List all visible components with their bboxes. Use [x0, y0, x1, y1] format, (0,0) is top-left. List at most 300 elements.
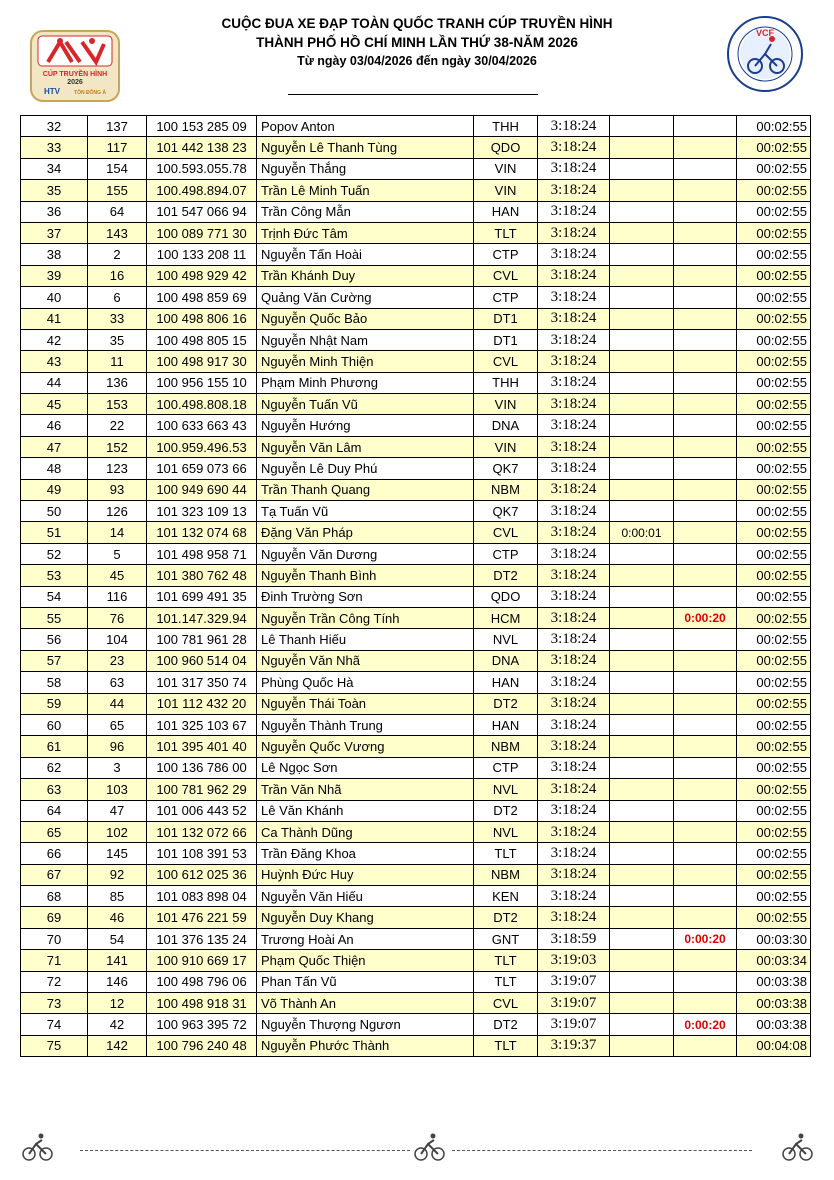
- rank-cell: 64: [21, 800, 88, 821]
- table-row: [21, 779, 811, 800]
- team-code-cell: VIN: [474, 394, 538, 415]
- penalty-cell: [674, 201, 737, 222]
- rider-name-cell: Võ Thành An: [257, 993, 474, 1014]
- gap-cell: 00:02:55: [737, 116, 811, 137]
- rank-cell: 46: [21, 415, 88, 436]
- bonus-cell: [610, 1014, 674, 1035]
- penalty-cell: [674, 180, 737, 201]
- gap-cell: 00:02:55: [737, 779, 811, 800]
- rank-cell: 73: [21, 993, 88, 1014]
- uci-id-cell: 101 317 350 74: [147, 672, 257, 693]
- rider-name-cell: Nguyễn Thượng Ngươn: [257, 1014, 474, 1035]
- gap-cell: 00:02:55: [737, 415, 811, 436]
- rank-cell: 49: [21, 479, 88, 500]
- rider-name-cell: Ca Thành Dũng: [257, 821, 474, 842]
- bib-cell: 93: [88, 479, 147, 500]
- rank-cell: 41: [21, 308, 88, 329]
- team-code-cell: CVL: [474, 522, 538, 543]
- time-cell: 3:18:24: [538, 757, 610, 778]
- time-cell: 3:19:07: [538, 993, 610, 1014]
- rider-name-cell: Trần Văn Nhã: [257, 779, 474, 800]
- time-cell: 3:18:24: [538, 158, 610, 179]
- bib-cell: 123: [88, 458, 147, 479]
- penalty-cell: [674, 907, 737, 928]
- rider-name-cell: Nguyễn Tuấn Vũ: [257, 394, 474, 415]
- time-cell: 3:18:24: [538, 458, 610, 479]
- uci-id-cell: 101 442 138 23: [147, 137, 257, 158]
- rider-name-cell: Trương Hoài An: [257, 928, 474, 949]
- rank-cell: 48: [21, 458, 88, 479]
- time-cell: 3:18:24: [538, 287, 610, 308]
- rider-name-cell: Nguyễn Duy Khang: [257, 907, 474, 928]
- penalty-cell: [674, 1035, 737, 1056]
- bib-cell: 3: [88, 757, 147, 778]
- page-footer: [0, 1118, 834, 1168]
- sponsor-logo-text: TÔN ĐÔNG Á: [74, 90, 106, 96]
- rider-name-cell: Nguyễn Quốc Bảo: [257, 308, 474, 329]
- rank-cell: 66: [21, 843, 88, 864]
- gap-cell: 00:02:55: [737, 650, 811, 671]
- gap-cell: 00:02:55: [737, 522, 811, 543]
- table-row: [21, 950, 811, 971]
- gap-cell: 00:02:55: [737, 757, 811, 778]
- penalty-cell: [674, 394, 737, 415]
- bib-cell: 45: [88, 565, 147, 586]
- team-code-cell: HCM: [474, 607, 538, 628]
- uci-id-cell: 101 699 491 35: [147, 586, 257, 607]
- table-row: [21, 287, 811, 308]
- table-row: [21, 864, 811, 885]
- rank-cell: 70: [21, 928, 88, 949]
- rank-cell: 54: [21, 586, 88, 607]
- rank-cell: 35: [21, 180, 88, 201]
- table-row: [21, 886, 811, 907]
- team-code-cell: CTP: [474, 543, 538, 564]
- results-table: [20, 115, 811, 1057]
- cyclist-icon: [20, 1130, 54, 1164]
- rider-name-cell: Nguyễn Văn Nhã: [257, 650, 474, 671]
- rank-cell: 67: [21, 864, 88, 885]
- gap-cell: 00:02:55: [737, 864, 811, 885]
- bonus-cell: [610, 394, 674, 415]
- team-code-cell: QK7: [474, 501, 538, 522]
- uci-id-cell: 101 659 073 66: [147, 458, 257, 479]
- gap-cell: 00:02:55: [737, 158, 811, 179]
- time-cell: 3:18:24: [538, 137, 610, 158]
- team-code-cell: HAN: [474, 672, 538, 693]
- bonus-cell: [610, 458, 674, 479]
- rider-name-cell: Trần Đăng Khoa: [257, 843, 474, 864]
- gap-cell: 00:02:55: [737, 308, 811, 329]
- footer-rule-left: [80, 1150, 410, 1151]
- team-code-cell: THH: [474, 372, 538, 393]
- bonus-cell: [610, 907, 674, 928]
- rider-name-cell: Trần Khánh Duy: [257, 265, 474, 286]
- time-cell: 3:18:24: [538, 116, 610, 137]
- bib-cell: 64: [88, 201, 147, 222]
- rank-cell: 60: [21, 714, 88, 735]
- gap-cell: 00:04:08: [737, 1035, 811, 1056]
- rank-cell: 52: [21, 543, 88, 564]
- bonus-cell: [610, 971, 674, 992]
- gap-cell: 00:02:55: [737, 329, 811, 350]
- bib-cell: 96: [88, 736, 147, 757]
- table-row: [21, 222, 811, 243]
- time-cell: 3:18:24: [538, 522, 610, 543]
- time-cell: 3:18:24: [538, 607, 610, 628]
- penalty-cell: [674, 308, 737, 329]
- time-cell: 3:18:24: [538, 201, 610, 222]
- rider-name-cell: Trần Lê Minh Tuấn: [257, 180, 474, 201]
- time-cell: 3:18:24: [538, 244, 610, 265]
- bonus-cell: [610, 287, 674, 308]
- team-code-cell: DT1: [474, 308, 538, 329]
- rank-cell: 69: [21, 907, 88, 928]
- penalty-cell: [674, 629, 737, 650]
- cyclist-icon: [780, 1130, 814, 1164]
- table-row: [21, 757, 811, 778]
- rider-name-cell: Lê Văn Khánh: [257, 800, 474, 821]
- gap-cell: 00:02:55: [737, 436, 811, 457]
- rider-name-cell: Quảng Văn Cường: [257, 287, 474, 308]
- bib-cell: 11: [88, 351, 147, 372]
- bonus-cell: [610, 736, 674, 757]
- team-code-cell: TLT: [474, 1035, 538, 1056]
- rank-cell: 74: [21, 1014, 88, 1035]
- penalty-cell: [674, 351, 737, 372]
- rider-name-cell: Lê Ngọc Sơn: [257, 757, 474, 778]
- penalty-cell: [674, 736, 737, 757]
- rider-name-cell: Nguyễn Văn Lâm: [257, 436, 474, 457]
- rank-cell: 43: [21, 351, 88, 372]
- rider-name-cell: Trần Thanh Quang: [257, 479, 474, 500]
- rank-cell: 63: [21, 779, 88, 800]
- rider-name-cell: Nguyễn Thanh Bình: [257, 565, 474, 586]
- gap-cell: 00:02:55: [737, 800, 811, 821]
- table-row: [21, 116, 811, 137]
- penalty-cell: [674, 886, 737, 907]
- rank-cell: 32: [21, 116, 88, 137]
- uci-id-cell: 100 910 669 17: [147, 950, 257, 971]
- rider-name-cell: Nguyễn Nhật Nam: [257, 329, 474, 350]
- rank-cell: 44: [21, 372, 88, 393]
- rider-name-cell: Đặng Văn Pháp: [257, 522, 474, 543]
- uci-id-cell: 100 963 395 72: [147, 1014, 257, 1035]
- gap-cell: 00:02:55: [737, 821, 811, 842]
- team-code-cell: GNT: [474, 928, 538, 949]
- penalty-cell: [674, 116, 737, 137]
- rider-name-cell: Nguyễn Thái Toàn: [257, 693, 474, 714]
- time-cell: 3:18:24: [538, 501, 610, 522]
- rank-cell: 59: [21, 693, 88, 714]
- rank-cell: 65: [21, 821, 88, 842]
- penalty-cell: [674, 501, 737, 522]
- time-cell: 3:18:24: [538, 907, 610, 928]
- bib-cell: 142: [88, 1035, 147, 1056]
- bonus-cell: [610, 244, 674, 265]
- team-code-cell: NVL: [474, 779, 538, 800]
- uci-id-cell: 100 498 796 06: [147, 971, 257, 992]
- team-code-cell: HAN: [474, 201, 538, 222]
- rider-name-cell: Lê Thanh Hiếu: [257, 629, 474, 650]
- rider-name-cell: Đinh Trường Sơn: [257, 586, 474, 607]
- penalty-cell: [674, 779, 737, 800]
- table-row: [21, 586, 811, 607]
- time-cell: 3:18:24: [538, 394, 610, 415]
- rank-cell: 58: [21, 672, 88, 693]
- rank-cell: 45: [21, 394, 88, 415]
- table-row: [21, 993, 811, 1014]
- uci-id-cell: 101 083 898 04: [147, 886, 257, 907]
- penalty-cell: [674, 800, 737, 821]
- time-cell: 3:18:24: [538, 415, 610, 436]
- uci-id-cell: 100 633 663 43: [147, 415, 257, 436]
- table-row: [21, 1035, 811, 1056]
- team-code-cell: DT2: [474, 565, 538, 586]
- bib-cell: 126: [88, 501, 147, 522]
- penalty-cell: [674, 222, 737, 243]
- table-row: [21, 907, 811, 928]
- table-row: [21, 180, 811, 201]
- bonus-cell: [610, 800, 674, 821]
- penalty-cell: [674, 158, 737, 179]
- bib-cell: 136: [88, 372, 147, 393]
- time-cell: 3:18:24: [538, 843, 610, 864]
- rank-cell: 51: [21, 522, 88, 543]
- rank-cell: 68: [21, 886, 88, 907]
- table-row: [21, 672, 811, 693]
- bonus-cell: [610, 501, 674, 522]
- bonus-cell: [610, 436, 674, 457]
- bonus-cell: [610, 843, 674, 864]
- uci-id-cell: 101 380 762 48: [147, 565, 257, 586]
- bonus-cell: [610, 650, 674, 671]
- table-row: [21, 394, 811, 415]
- penalty-cell: [674, 244, 737, 265]
- table-row: [21, 415, 811, 436]
- bonus-cell: [610, 950, 674, 971]
- gap-cell: 00:02:55: [737, 201, 811, 222]
- team-code-cell: DT1: [474, 329, 538, 350]
- team-code-cell: CTP: [474, 287, 538, 308]
- rider-name-cell: Phạm Quốc Thiện: [257, 950, 474, 971]
- penalty-cell: [674, 864, 737, 885]
- time-cell: 3:18:24: [538, 650, 610, 671]
- rank-cell: 36: [21, 201, 88, 222]
- uci-id-cell: 101 395 401 40: [147, 736, 257, 757]
- gap-cell: 00:02:55: [737, 265, 811, 286]
- table-row: [21, 693, 811, 714]
- table-row: [21, 458, 811, 479]
- gap-cell: 00:03:38: [737, 971, 811, 992]
- time-cell: 3:19:03: [538, 950, 610, 971]
- bonus-cell: [610, 586, 674, 607]
- rider-name-cell: Nguyễn Minh Thiện: [257, 351, 474, 372]
- bonus-cell: [610, 222, 674, 243]
- federation-logo-text: VCF: [756, 28, 774, 38]
- rank-cell: 33: [21, 137, 88, 158]
- rider-name-cell: Nguyễn Văn Hiếu: [257, 886, 474, 907]
- gap-cell: 00:02:55: [737, 543, 811, 564]
- uci-id-cell: 100 498 859 69: [147, 287, 257, 308]
- team-code-cell: QDO: [474, 586, 538, 607]
- team-code-cell: HAN: [474, 714, 538, 735]
- team-code-cell: TLT: [474, 222, 538, 243]
- team-code-cell: CVL: [474, 351, 538, 372]
- penalty-cell: 0:00:20: [674, 1014, 737, 1035]
- uci-id-cell: 100 612 025 36: [147, 864, 257, 885]
- gap-cell: 00:02:55: [737, 714, 811, 735]
- team-code-cell: VIN: [474, 436, 538, 457]
- rank-cell: 42: [21, 329, 88, 350]
- gap-cell: 00:02:55: [737, 222, 811, 243]
- rider-name-cell: Nguyễn Hướng: [257, 415, 474, 436]
- time-cell: 3:18:24: [538, 329, 610, 350]
- time-cell: 3:18:24: [538, 800, 610, 821]
- rank-cell: 71: [21, 950, 88, 971]
- rank-cell: 57: [21, 650, 88, 671]
- uci-id-cell: 100 089 771 30: [147, 222, 257, 243]
- bonus-cell: [610, 993, 674, 1014]
- bib-cell: 44: [88, 693, 147, 714]
- rank-cell: 56: [21, 629, 88, 650]
- uci-id-cell: 100 956 155 10: [147, 372, 257, 393]
- bib-cell: 117: [88, 137, 147, 158]
- time-cell: 3:18:24: [538, 736, 610, 757]
- rank-cell: 61: [21, 736, 88, 757]
- bib-cell: 104: [88, 629, 147, 650]
- team-code-cell: DT2: [474, 907, 538, 928]
- bib-cell: 63: [88, 672, 147, 693]
- time-cell: 3:18:24: [538, 479, 610, 500]
- bonus-cell: 0:00:01: [610, 522, 674, 543]
- footer-rule-right: [452, 1150, 752, 1151]
- uci-id-cell: 100 781 962 29: [147, 779, 257, 800]
- table-row: [21, 629, 811, 650]
- table-row: [21, 522, 811, 543]
- uci-id-cell: 100 498 806 16: [147, 308, 257, 329]
- team-code-cell: DT2: [474, 800, 538, 821]
- uci-id-cell: 100 960 514 04: [147, 650, 257, 671]
- bonus-cell: [610, 693, 674, 714]
- time-cell: 3:18:24: [538, 372, 610, 393]
- bib-cell: 141: [88, 950, 147, 971]
- uci-id-cell: 100 498 918 31: [147, 993, 257, 1014]
- bonus-cell: [610, 265, 674, 286]
- time-cell: 3:19:07: [538, 971, 610, 992]
- bib-cell: 33: [88, 308, 147, 329]
- bonus-cell: [610, 928, 674, 949]
- bib-cell: 54: [88, 928, 147, 949]
- bonus-cell: [610, 158, 674, 179]
- bib-cell: 102: [88, 821, 147, 842]
- team-code-cell: VIN: [474, 158, 538, 179]
- bib-cell: 6: [88, 287, 147, 308]
- penalty-cell: [674, 522, 737, 543]
- bonus-cell: [610, 351, 674, 372]
- table-row: [21, 201, 811, 222]
- team-code-cell: NBM: [474, 479, 538, 500]
- team-code-cell: NBM: [474, 864, 538, 885]
- gap-cell: 00:02:55: [737, 137, 811, 158]
- cyclist-icon: [412, 1130, 446, 1164]
- penalty-cell: [674, 843, 737, 864]
- penalty-cell: [674, 458, 737, 479]
- team-code-cell: DNA: [474, 415, 538, 436]
- gap-cell: 00:02:55: [737, 607, 811, 628]
- bib-cell: 2: [88, 244, 147, 265]
- uci-id-cell: 101 132 072 66: [147, 821, 257, 842]
- table-row: [21, 543, 811, 564]
- penalty-cell: [674, 329, 737, 350]
- team-code-cell: VIN: [474, 180, 538, 201]
- rank-cell: 53: [21, 565, 88, 586]
- bib-cell: 103: [88, 779, 147, 800]
- penalty-cell: [674, 543, 737, 564]
- rider-name-cell: Phan Tấn Vũ: [257, 971, 474, 992]
- rank-cell: 40: [21, 287, 88, 308]
- gap-cell: 00:02:55: [737, 458, 811, 479]
- team-code-cell: NVL: [474, 629, 538, 650]
- rider-name-cell: Popov Anton: [257, 116, 474, 137]
- bib-cell: 12: [88, 993, 147, 1014]
- bonus-cell: [610, 779, 674, 800]
- time-cell: 3:18:24: [538, 629, 610, 650]
- rider-name-cell: Nguyễn Lê Thanh Tùng: [257, 137, 474, 158]
- bonus-cell: [610, 672, 674, 693]
- uci-id-cell: 101.147.329.94: [147, 607, 257, 628]
- rider-name-cell: Nguyễn Thắng: [257, 158, 474, 179]
- rider-name-cell: Huỳnh Đức Huy: [257, 864, 474, 885]
- bonus-cell: [610, 629, 674, 650]
- uci-id-cell: 101 547 066 94: [147, 201, 257, 222]
- rider-name-cell: Trần Công Mẫn: [257, 201, 474, 222]
- time-cell: 3:18:24: [538, 543, 610, 564]
- bonus-cell: [610, 479, 674, 500]
- bib-cell: 153: [88, 394, 147, 415]
- bonus-cell: [610, 543, 674, 564]
- bonus-cell: [610, 180, 674, 201]
- team-code-cell: DT2: [474, 1014, 538, 1035]
- penalty-cell: 0:00:20: [674, 607, 737, 628]
- gap-cell: 00:02:55: [737, 244, 811, 265]
- time-cell: 3:18:24: [538, 779, 610, 800]
- cup-logo-text: CÚP TRUYỀN HÌNH: [42, 71, 108, 78]
- bonus-cell: [610, 329, 674, 350]
- bib-cell: 47: [88, 800, 147, 821]
- time-cell: 3:18:24: [538, 821, 610, 842]
- cup-logo: [30, 30, 120, 102]
- bonus-cell: [610, 886, 674, 907]
- date-range: Từ ngày 03/04/2026 đến ngày 30/04/2026: [297, 54, 537, 68]
- table-row: [21, 607, 811, 628]
- bib-cell: 143: [88, 222, 147, 243]
- uci-id-cell: 101 323 109 13: [147, 501, 257, 522]
- table-row: [21, 308, 811, 329]
- bib-cell: 16: [88, 265, 147, 286]
- bonus-cell: [610, 201, 674, 222]
- bonus-cell: [610, 821, 674, 842]
- uci-id-cell: 100.959.496.53: [147, 436, 257, 457]
- gap-cell: 00:03:38: [737, 1014, 811, 1035]
- table-row: [21, 971, 811, 992]
- rank-cell: 38: [21, 244, 88, 265]
- uci-id-cell: 101 006 443 52: [147, 800, 257, 821]
- bonus-cell: [610, 714, 674, 735]
- uci-id-cell: 100 133 208 11: [147, 244, 257, 265]
- gap-cell: 00:02:55: [737, 394, 811, 415]
- penalty-cell: [674, 950, 737, 971]
